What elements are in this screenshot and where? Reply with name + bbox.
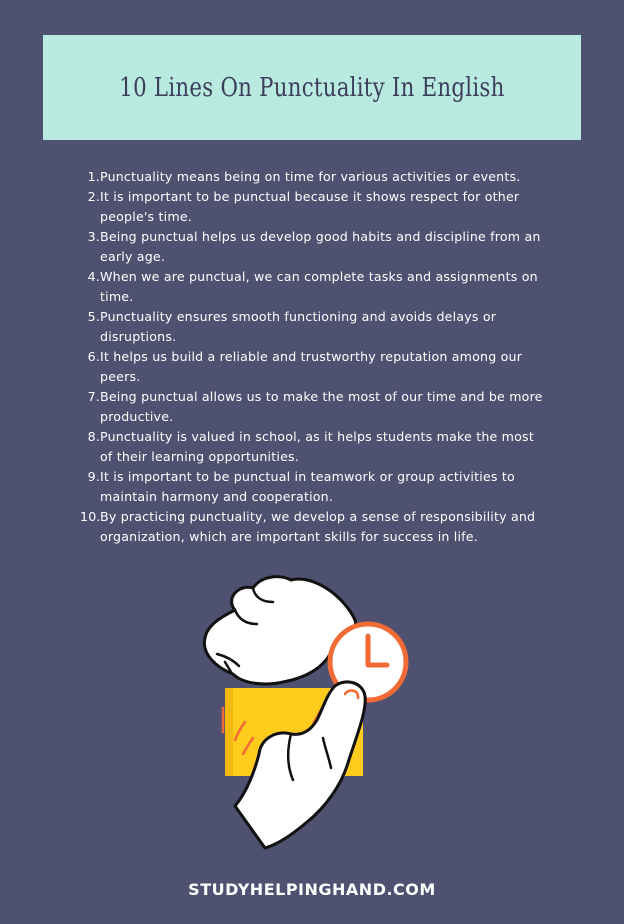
list-item-number: 8. <box>87 429 100 444</box>
title-banner <box>43 35 581 140</box>
list-item-number: 4. <box>87 269 100 284</box>
list-item <box>80 467 550 507</box>
list-item-text: Punctuality is valued in school, as it helps students make the most of their learning opportunities. <box>100 429 534 464</box>
list-item-text: It is important to be punctual in teamwork or group activities to maintain harmony and cooperation. <box>100 469 515 504</box>
list-item-number: 6. <box>87 349 100 364</box>
list-item <box>80 167 550 187</box>
list-item <box>80 227 550 267</box>
list-item <box>80 307 550 347</box>
list-item-text: It is important to be punctual because it shows respect for other people's time. <box>100 189 520 224</box>
wristwatch-check-icon <box>195 570 415 850</box>
page-title: 10 Lines On Punctuality In English <box>119 72 505 103</box>
list-item-text: Punctuality means being on time for various activities or events. <box>100 169 521 184</box>
list-item-number: 1. <box>87 169 100 184</box>
list-item <box>80 267 550 307</box>
list-item-text: Being punctual helps us develop good habits and discipline from an early age. <box>100 229 541 264</box>
list-item <box>80 507 550 547</box>
list-item-text: Being punctual allows us to make the most of our time and be more productive. <box>100 389 543 424</box>
list-item-text: Punctuality ensures smooth functioning and avoids delays or disruptions. <box>100 309 497 344</box>
lines-list <box>80 167 550 547</box>
list-item-number: 9. <box>87 469 100 484</box>
sleeve-shade <box>225 688 233 776</box>
list-item <box>80 187 550 227</box>
list-item-number: 5. <box>87 309 100 324</box>
list-item-number: 7. <box>87 389 100 404</box>
site-footer: STUDYHELPINGHAND.COM <box>188 880 436 899</box>
list-item-number: 3. <box>87 229 100 244</box>
list-item <box>80 387 550 427</box>
list-item <box>80 427 550 467</box>
list-item-number: 10. <box>80 509 101 524</box>
list-item-text: By practicing punctuality, we develop a sense of responsibility and organization, which are important skills for success in life. <box>100 509 536 544</box>
list-item-text: It helps us build a reliable and trustworthy reputation among our peers. <box>100 349 523 384</box>
list-item-number: 2. <box>87 189 100 204</box>
list-item <box>80 347 550 387</box>
list-item-text: When we are punctual, we can complete tasks and assignments on time. <box>100 269 538 304</box>
